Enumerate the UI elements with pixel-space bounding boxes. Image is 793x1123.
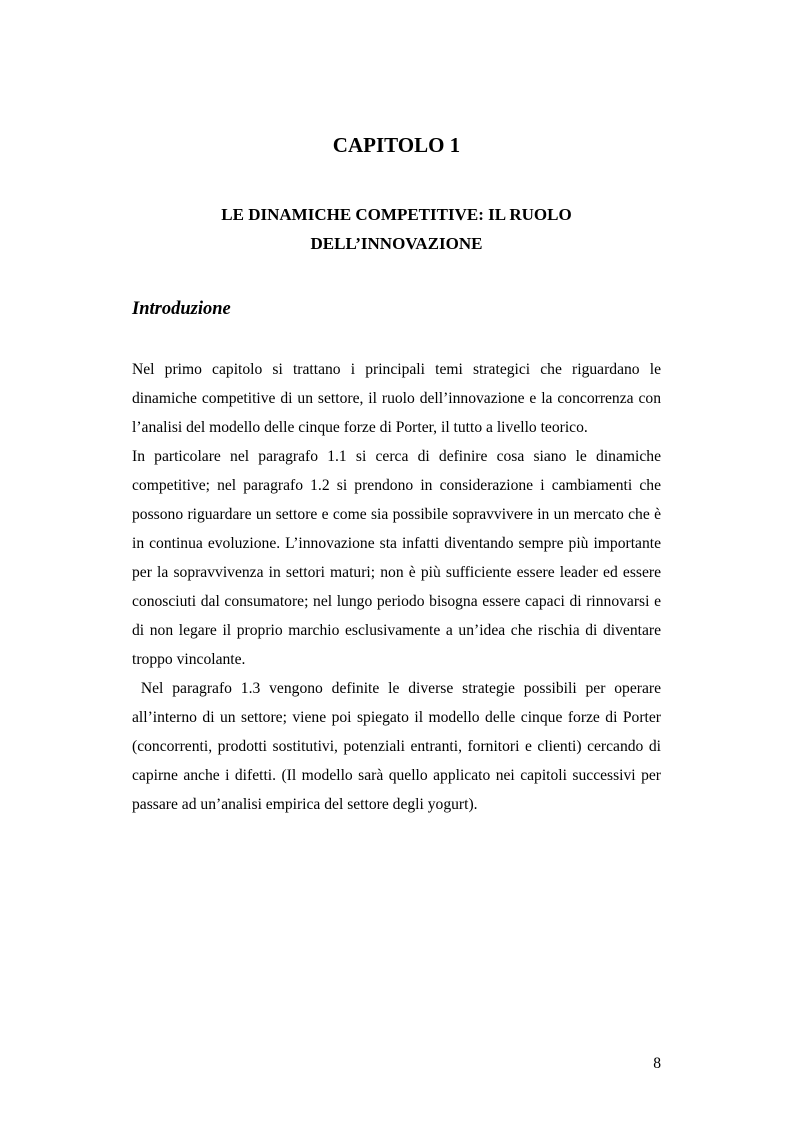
chapter-title-line-2: DELL’INNOVAZIONE (310, 234, 483, 253)
section-heading: Introduzione (132, 299, 231, 319)
chapter-title-line-1: LE DINAMICHE COMPETITIVE: IL RUOLO (221, 205, 572, 224)
body-text (132, 355, 665, 819)
paragraph-1: Nel primo capitolo si trattano i principali temi strategici che riguardano le dinamiche competitive di un settore, il ruolo dell’innovazione e la concorrenza con l’analisi del modello delle cinque forze di Porter, il tutto a livello teorico. (132, 361, 661, 436)
paragraph-2: In particolare nel paragrafo 1.1 si cerca di definire cosa siano le dinamiche competitive; nel paragrafo 1.2 si prendono in considerazione i cambiamenti che possono riguardare un settore e come sia possibile sopravvivere in un mercato che è in continua evoluzione. L’innovazione sta infatti diventando sempre più importante per la sopravvivenza in settori maturi; non è più sufficiente essere leader ed essere conosciuti dal consumatore; nel lungo periodo bisogna essere capaci di rinnovarsi e di non legare il proprio marchio esclusivamente a un’idea che rischia di diventare troppo vincolante. (132, 448, 661, 668)
paragraph-3: Nel paragrafo 1.3 vengono definite le diverse strategie possibili per operare all’interno di un settore; viene poi spiegato il modello delle cinque forze di Porter (concorrenti, prodotti sostitutivi, potenziali entranti, fornitori e clienti) cercando di capirne anche i difetti. (Il modello sarà quello applicato nei capitoli successivi per passare ad un’analisi empirica del settore degli yogurt). (132, 680, 665, 813)
chapter-title (0, 200, 793, 258)
page-number: 8 (653, 1055, 661, 1072)
chapter-label: CAPITOLO 1 (332, 133, 461, 157)
